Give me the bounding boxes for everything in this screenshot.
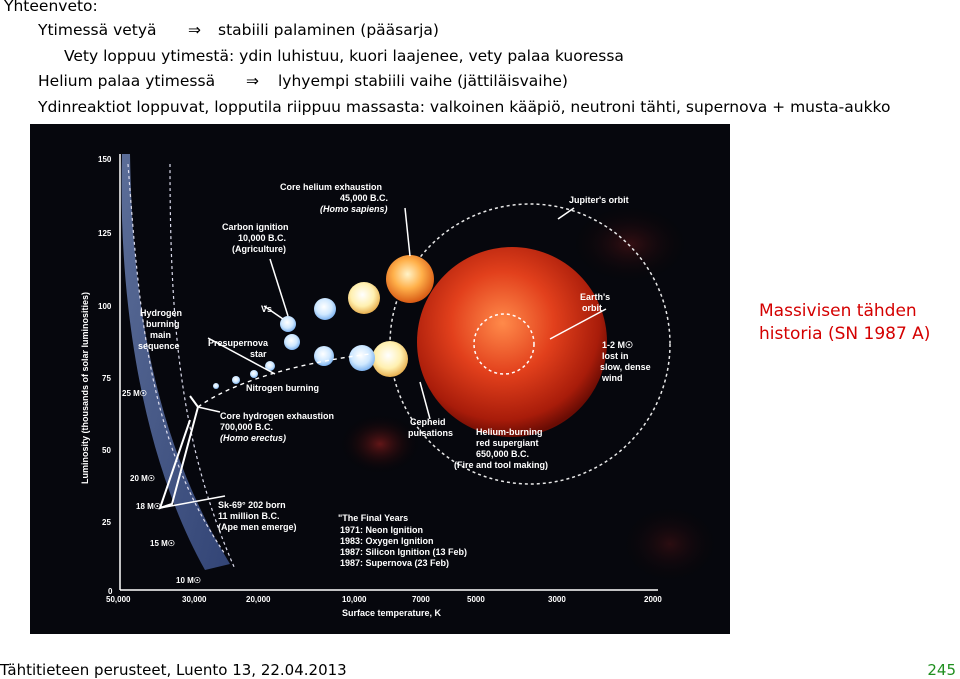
svg-text:(Homo sapiens): (Homo sapiens): [320, 204, 388, 214]
y-tick: 50: [102, 446, 111, 455]
svg-text:700,000 B.C.: 700,000 B.C.: [220, 422, 274, 432]
y-axis-label: Luminosity (thousands of solar luminosities): [80, 291, 90, 484]
summary-line-3: [38, 72, 568, 90]
summary-line-1: [38, 21, 439, 39]
mass-label: 25 M☉: [122, 389, 147, 398]
svg-text:Carbon ignition: Carbon ignition: [222, 222, 289, 232]
figure-caption: [759, 300, 930, 346]
svg-text:Cepheid: Cepheid: [410, 417, 446, 427]
x-tick: 5000: [467, 595, 485, 604]
svg-text:burning: burning: [146, 319, 180, 329]
x-tick: 30,000: [182, 595, 207, 604]
annotation-nitrogen: Nitrogen burning: [246, 383, 319, 393]
summary-line-1-right: stabiili palaminen (pääsarja): [218, 21, 439, 39]
implies-arrow-icon: ⇒: [188, 21, 201, 39]
svg-text:orbit: orbit: [582, 303, 602, 313]
svg-text:650,000 B.C.: 650,000 B.C.: [476, 449, 530, 459]
y-tick: 125: [98, 229, 112, 238]
svg-text:slow, dense: slow, dense: [600, 362, 651, 372]
x-tick: 7000: [412, 595, 430, 604]
svg-text:1987: Silicon Ignition (13 Feb: 1987: Silicon Ignition (13 Feb): [340, 547, 468, 557]
svg-text:Presupernova: Presupernova: [208, 338, 269, 348]
x-tick: 2000: [644, 595, 662, 604]
x-tick: 50,000: [106, 595, 131, 604]
svg-text:wind: wind: [602, 373, 623, 383]
footer-text: Tähtitieteen perusteet, Luento 13, 22.04.2013: [0, 661, 347, 679]
y-tick: 100: [98, 302, 112, 311]
caption-line-2: historia (SN 1987 A): [759, 324, 931, 344]
svg-text:Sk-69° 202 born: Sk-69° 202 born: [218, 500, 286, 510]
svg-text:Earth's: Earth's: [580, 292, 611, 302]
svg-text:(Ape men emerge): (Ape men emerge): [218, 522, 297, 532]
svg-text:11 million B.C.: 11 million B.C.: [218, 511, 280, 521]
x-axis-label: Surface temperature, K: [342, 608, 442, 618]
x-tick: 20,000: [246, 595, 271, 604]
mass-label: 15 M☉: [150, 539, 175, 548]
y-tick: 150: [98, 155, 112, 164]
svg-text:lost in: lost in: [602, 351, 629, 361]
svg-text:1-2 M☉: 1-2 M☉: [602, 340, 634, 350]
summary-line-3-right: lyhyempi stabiili vaihe (jättiläisvaihe): [278, 72, 568, 90]
annotation-jupiter: Jupiter's orbit: [569, 195, 629, 205]
svg-text:10,000 B.C.: 10,000 B.C.: [238, 233, 287, 243]
page-number: 245: [927, 661, 956, 679]
mass-label: 20 M☉: [130, 474, 155, 483]
svg-text:star: star: [250, 349, 267, 359]
sn1987a-evolution-figure: [30, 124, 730, 634]
svg-text:(Agriculture): (Agriculture): [232, 244, 286, 254]
summary-line-2: Vety loppuu ytimestä: ydin luhistuu, kuori laajenee, vety palaa kuoressa: [64, 47, 624, 65]
svg-text:45,000 B.C.: 45,000 B.C.: [340, 193, 389, 203]
svg-text:(Homo erectus): (Homo erectus): [220, 433, 287, 443]
caption-line-1: Massivisen tähden: [759, 301, 917, 321]
x-tick: 10,000: [342, 595, 367, 604]
annotation-vs: Vs: [261, 304, 273, 314]
implies-arrow-icon: ⇒: [246, 72, 259, 90]
svg-text:Helium-burning: Helium-burning: [476, 427, 543, 437]
svg-text:pulsations: pulsations: [408, 428, 454, 438]
svg-text:Hydrogen: Hydrogen: [140, 308, 183, 318]
svg-text:1987: Supernova (23 Feb): 1987: Supernova (23 Feb): [340, 558, 450, 568]
svg-text:1971: Neon Ignition: 1971: Neon Ignition: [340, 525, 424, 535]
y-tick: 0: [108, 587, 113, 596]
svg-text:1983: Oxygen Ignition: 1983: Oxygen Ignition: [340, 536, 434, 546]
mass-label: 18 M☉: [136, 502, 161, 511]
mass-label: 10 M☉: [176, 576, 201, 585]
x-tick: 3000: [548, 595, 566, 604]
evolution-diagram: [30, 124, 730, 634]
y-tick: 75: [102, 374, 111, 383]
svg-text:"The Final Years: "The Final Years: [338, 513, 409, 523]
svg-text:red supergiant: red supergiant: [476, 438, 539, 448]
summary-line-1-left: Ytimessä vetyä: [38, 21, 157, 39]
svg-text:(Fire and tool making): (Fire and tool making): [454, 460, 549, 470]
svg-text:sequence: sequence: [138, 341, 180, 351]
summary-line-4: Ydinreaktiot loppuvat, lopputila riippuu massasta: valkoinen kääpiö, neutroni tähti, supernova + musta-aukko: [38, 98, 891, 116]
summary-line-3-left: Helium palaa ytimessä: [38, 72, 216, 90]
svg-text:Core hydrogen exhaustion: Core hydrogen exhaustion: [220, 411, 335, 421]
slide-heading: Yhteenveto:: [4, 0, 98, 15]
y-tick: 25: [102, 518, 111, 527]
svg-text:main: main: [150, 330, 172, 340]
svg-text:Core helium exhaustion: Core helium exhaustion: [280, 182, 383, 192]
